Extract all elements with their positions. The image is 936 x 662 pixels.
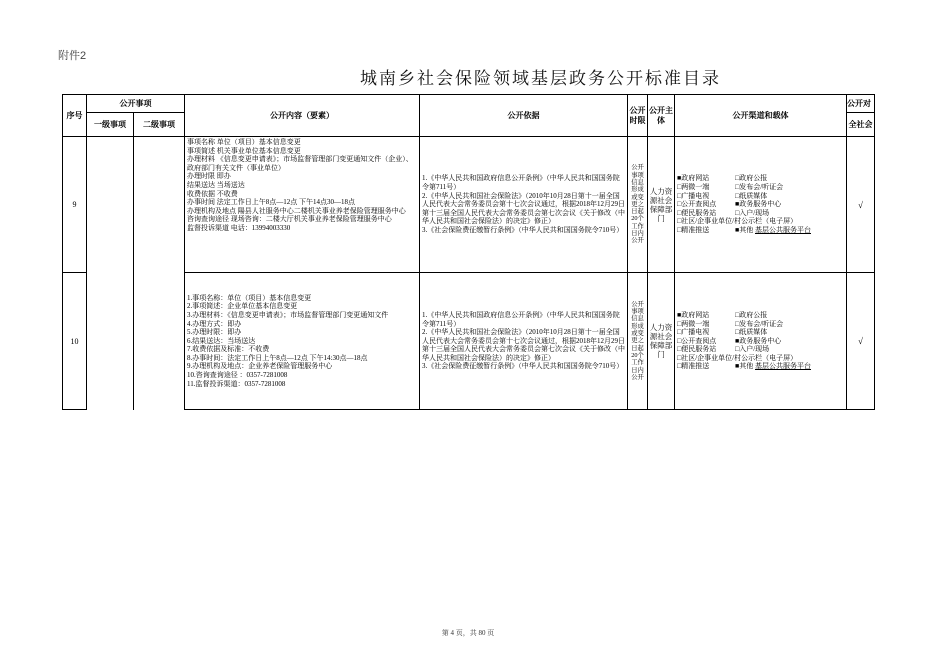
header-level2: 二级事项: [134, 113, 185, 137]
channel-bulletin: □社区/企事业单位/村公示栏（电子屏）: [677, 353, 798, 362]
header-target-all: 全社会: [847, 113, 875, 137]
content-line: 监督投诉渠道 电话：13994003330: [187, 223, 291, 232]
row-subject: 人力资源社会保障部门: [648, 273, 675, 410]
content-line: 5.办理时限：即办: [187, 328, 242, 337]
content-line: 10.咨询查询途径 ：0357-7281008: [187, 371, 288, 380]
content-line: 8.办事时间：法定工作日上午8点—12点 下午14:30点—18点: [187, 353, 368, 362]
content-line: 事项简述 机关事业单位基本信息变更: [187, 146, 301, 155]
channel-push: □精准推送: [677, 362, 710, 371]
channel-other: ■其他: [735, 225, 754, 234]
header-time: 公开时限: [628, 95, 648, 137]
content-line: 咨询查询途径 现场咨询：二楼大厅机关事业养老保险管理服务中心: [187, 215, 392, 224]
standard-catalog-table: [62, 94, 875, 410]
channel-press: □发布会/听证会: [735, 319, 784, 328]
basis-line: 1.《中华人民共和国政府信息公开条例》（中华人民共和国国务院令第711号）: [422, 310, 620, 328]
basis-line: 3.《社会保险费征缴暂行条例》（中华人民共和国国务院令710号）: [422, 225, 624, 234]
channel-service-station: □便民服务站: [677, 208, 717, 217]
row-content: [185, 273, 420, 410]
basis-line: 1.《中华人民共和国政府信息公开条例》（中华人民共和国国务院令第711号）: [422, 174, 620, 192]
attachment-label: 附件2: [58, 50, 87, 62]
channel-weibo-wechat: □两微一端: [677, 183, 710, 192]
content-line: 4.办理方式：即办: [187, 319, 242, 328]
level1-cell: [87, 137, 134, 410]
row-channels: [675, 137, 847, 273]
page-footer: 第 4 页，共 80 页: [441, 629, 495, 637]
content-line: 11.监督投诉渠道：0357-7281008: [187, 379, 286, 388]
channel-service-center: ■政务服务中心: [735, 336, 782, 345]
content-line: 6.结果送达：当场送达: [187, 336, 256, 345]
header-level1: 一级事项: [87, 113, 134, 137]
content-line: 办理材料 《信息变更申请表》；市场监督管理部门变更通知文件（企业）、政府部门有关文件（事业单位）: [187, 155, 413, 172]
channel-service-station: □便民服务站: [677, 345, 717, 354]
row-mark: √: [847, 137, 875, 273]
channel-weibo-wechat: □两微一端: [677, 319, 710, 328]
basis-line: 2.《中华人民共和国社会保险法》（2010年10月28日第十一届全国人民代表大会常务委员会第十七次会议通过，根据2018年12月29日第十三届全国人民代表大会常务委员会第七次会议《关于修改（中华人民共和国社会保险法）的决定》修正）: [422, 328, 625, 362]
channel-gov-website: ■政府网站: [677, 310, 710, 319]
channel-press: □发布会/听证会: [735, 183, 784, 192]
content-line: 2.事项简述：企业单位基本信息变更: [187, 302, 298, 311]
basis-line: 3.《社会保险费征缴暂行条例》（中华人民共和国国务院令710号）: [422, 362, 624, 371]
channel-other-text: 基层公共服务平台: [754, 225, 811, 234]
table-row: [63, 137, 875, 273]
header-basis: 公开依据: [420, 95, 628, 137]
channel-broadcast: □广播电视: [677, 191, 710, 200]
header-matter: 公开事项: [87, 95, 185, 113]
content-line: 办事时间 法定工作日上午8点—12点 下午14点30—18点: [187, 198, 355, 207]
table-row: [63, 273, 875, 410]
content-line: 3.办理材料：《信息变更申请表》；市场监督管理部门变更通知文件: [187, 310, 389, 319]
content-line: 事项名称 单位（项目）基本信息变更: [187, 138, 301, 146]
document-title: 城南乡社会保险领域基层政务公开标准目录: [360, 69, 721, 89]
content-line: 办理机构及地点 陽县人社服务中心二楼机关事业养老保险管理服务中心: [187, 206, 406, 215]
header-content: 公开内容（要素）: [185, 95, 420, 137]
row-basis: [420, 273, 628, 410]
channel-reading-point: □公开查阅点: [677, 200, 717, 209]
row-channels: [675, 273, 847, 410]
row-basis: [420, 137, 628, 273]
header-seq: 序号: [63, 95, 87, 137]
content-line: 9.办理机构及地点：企业养老保险管理服务中心: [187, 362, 333, 371]
content-line: 收费依据 不收费: [187, 189, 238, 198]
channel-reading-point: □公开查阅点: [677, 336, 717, 345]
basis-line: 2.《中华人民共和国社会保险法》（2010年10月28日第十一届全国人民代表大会常务委员会第十七次会议通过，根据2018年12月29日第十三届全国人民代表大会常务委员会第七次会议《关于修改（中华人民共和国社会保险法）的决定》修正）: [422, 191, 625, 226]
channel-gov-gazette: □政府公报: [735, 310, 768, 319]
channel-print: □纸质媒体: [735, 191, 768, 200]
channel-other: ■其他: [735, 362, 754, 371]
channel-service-center: ■政务服务中心: [735, 200, 782, 209]
header-channel: 公开渠道和载体: [675, 95, 847, 137]
channel-other-text: 基层公共服务平台: [754, 362, 811, 371]
row-mark: √: [847, 273, 875, 410]
row-subject: 人力资源社会保障部门: [648, 137, 675, 273]
channel-onsite: □入户/现场: [735, 208, 770, 217]
channel-print: □纸质媒体: [735, 328, 768, 337]
row-time: 公开事项信息形成或变更之日起20个工作日内公开: [628, 273, 648, 410]
row-seq: 10: [63, 273, 87, 410]
header-target: 公开对: [847, 95, 875, 113]
content-line: 7.收费依据及标准：不收费: [187, 345, 270, 354]
content-line: 结果送达 当场送达: [187, 180, 245, 189]
content-line: 办理时限 即办: [187, 172, 231, 181]
row-seq: 9: [63, 137, 87, 273]
channel-gov-gazette: □政府公报: [735, 174, 768, 183]
row-content: [185, 137, 420, 273]
channel-bulletin: □社区/企事业单位/村公示栏（电子屏）: [677, 217, 798, 226]
channel-onsite: □入户/现场: [735, 345, 770, 354]
header-subject: 公开主体: [648, 95, 675, 137]
channel-broadcast: □广播电视: [677, 328, 710, 337]
channel-push: □精准推送: [677, 225, 710, 234]
level2-cell: [134, 137, 185, 410]
row-time: 公开事项信息形成或变更之日起20个工作日内公开: [628, 137, 648, 273]
content-line: 1.事项名称：单位（项目）基本信息变更: [187, 293, 312, 302]
channel-gov-website: ■政府网站: [677, 174, 710, 183]
